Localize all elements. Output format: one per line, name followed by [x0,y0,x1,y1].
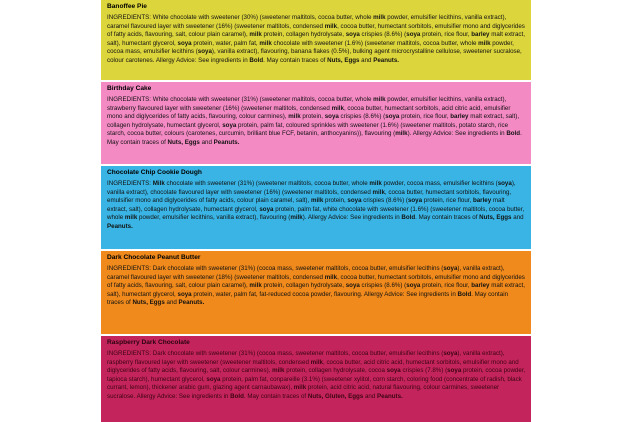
allergen-highlight: milk [324,273,338,281]
allergen-highlight: soya [222,121,237,129]
allergen-highlight: Bold [457,290,472,298]
allergen-highlight: barley [472,197,492,205]
allergen-highlight: soya [497,180,512,187]
allergen-highlight: Nuts, Eggs [167,138,200,146]
allergen-highlight: Nuts, Eggs [327,56,360,64]
product-section-banoffee-pie [101,0,531,80]
allergen-highlight: milk [324,22,338,30]
product-title: Banoffee Pie [107,3,147,10]
product-section-birthday-cake [101,82,531,164]
allergen-highlight: milk [249,282,262,290]
allergen-highlight: Nuts, Gluten, Eggs [307,392,364,400]
ingredients-text: INGREDIENTS: Dark chocolate with sweetener (31%) (cocoa mass, sweetener maltitols, cocoa butter, emulsifier lecithins (soya), vanilla extract), raspberry flavoured layer with sweetener (sweetener maltitols, condensed milk, cocoa butter, acid citric acid, humectant sorbitols, emulsifier mono and diglycerides of fatty acids, flavouring, salt, colour carmines), milk protein, collagen hydrolysate, cocoa soya crispies (7.8%) (soya protein, cocoa powder, tapioca starch), humectant glycerol, soya protein, palm fat, conpareille (3.1%) (sweetener xylitol, corn starch, coloring food (concentrate of radish, black currant, lemon), thickener arabic gum, glazing agent carnaubawax), milk protein, acid citric acid, natural flavouring, colour carmines, sweetener sucralose. Allergy Advice: See ingredients in Bold. May contain traces of Nuts, Gluten, Eggs and Peanuts. [107,350,526,400]
allergen-highlight: soya [443,350,458,357]
ingredients-text: INGREDIENTS: Dark chocolate with sweetener (31%) (cocoa mass, sweetener maltitols, cocoa butter, emulsifier lecithins (soya), vanilla extract), caramel flavoured layer with sweetener (18%) (sweetener maltitols, condensed milk, cocoa butter, humectant sorbitols, emulsifier mono and diglycerides of fatty acids, flavouring, salt, colour plain caramel), milk protein, collagen hydrolysate, soya crispies (8.6%) (soya protein, rice flour, barley malt extract, salt), humectant glycerol, soya protein, water, palm fat, fat-reduced cocoa powder, flavouring. Allergy Advice: See ingredients in Bold. May contain traces of Nuts, Eggs and Peanuts. [107,265,525,307]
allergen-highlight: milk [373,96,386,103]
allergen-highlight: Milk [152,180,165,187]
product-section-dark-chocolate-peanut-butter [101,251,531,334]
allergen-highlight: milk [331,104,344,112]
allergen-highlight: milk [395,130,408,138]
allergen-highlight: soya [345,282,360,290]
ingredients-sheet [101,0,531,422]
ingredients-text: INGREDIENTS: White chocolate with sweetener (30%) (sweetener maltitols, cocoa butter, whole milk powder, emulsifier lecithins, vanilla extract), caramel flavoured layer with sweetener (16%) (sweetener maltitols, condensed milk, cocoa butter, humectant sorbitols, emulsifier mono and diglycerides of fatty acids, flavouring, salt, colour plain caramel), milk protein, collagen hydrolysate, soya crispies (8.6%) (soya protein, rice flour, barley malt extract, salt), humectant glycerol, soya protein, water, palm fat, milk chocolate with sweetener (1.6%) (sweetener maltitols, cocoa butter, whole milk powder, cocoa mass, emulsifier lecithins (soya), vanilla extract), flavouring, banana flakes (0.5%), bulking agent microcrystalline cellulose, sweetener sucralose, colour carotenes. Allergy Advice: See ingredients in Bold. May contain traces of Nuts, Eggs and Peanuts. [107,14,525,64]
ingredients-text: INGREDIENTS: White chocolate with sweetener (31%) (sweetener maltitols, cocoa butter, whole milk powder, emulsifier lecithins, vanilla extract), strawberry flavoured layer with sweetener (16%) (sweetener maltitols, condensed milk, cocoa butter, humectant sorbitols, acid citric acid, emulsifier mono and diglycerides of fatty acids, flavouring, colour carmines), milk protein, soya crispies (8.6%) (soya protein, rice flour, barley malt extract, salt), collagen hydrolysate, humectant glycerol, soya protein, palm fat, coloured sprinkles with sweetener (1.6%) (sweetener maltitols, potato starch, rice starch, cocoa butter, colours (carotenes, curcumin, brilliant blue FCF, betanin, anthocyanins)), flavouring (milk). Allergy Advice: See ingredients in Bold. May contain traces of Nuts, Eggs and Peanuts. [107,96,522,146]
product-section-raspberry-dark-chocolate [101,336,531,422]
allergen-highlight: milk [373,14,386,21]
allergen-highlight: Nuts, Eggs [132,299,165,307]
allergen-highlight: soya [443,265,458,272]
allergen-highlight: soya [406,31,421,39]
allergen-highlight: barley [450,113,469,121]
product-section-cookie-dough [101,166,531,249]
allergen-highlight: milk [310,197,324,205]
allergen-highlight: milk [478,39,491,47]
allergen-highlight: Bold [401,214,416,222]
allergen-highlight: milk [293,384,307,392]
product-title: Birthday Cake [107,85,152,92]
allergen-highlight: soya [177,290,192,298]
allergen-highlight: soya [407,197,423,205]
product-title: Dark Chocolate Peanut Butter [107,254,201,261]
allergen-highlight: Nuts, Eggs [479,214,512,222]
allergen-highlight: soya [385,113,400,121]
allergen-highlight: milk [288,113,301,121]
allergen-highlight: Peanuts. [107,222,133,230]
allergen-highlight: Bold [230,392,244,400]
allergen-highlight: milk [259,39,272,47]
allergen-highlight: barley [471,282,490,290]
allergen-highlight: soya [386,367,401,375]
allergen-highlight: milk [369,180,382,187]
allergen-highlight: soya [206,375,221,383]
product-title: Chocolate Chip Cookie Dough [107,169,202,176]
allergen-highlight: soya [324,113,339,121]
allergen-highlight: milk [372,188,385,196]
product-title: Raspberry Dark Chocolate [107,339,190,346]
allergen-highlight: soya [259,205,274,213]
allergen-highlight: Peanuts. [178,299,205,307]
allergen-highlight: soya [406,282,421,290]
allergen-highlight: milk [310,358,323,366]
allergen-highlight: soya [447,367,462,375]
allergen-highlight: soya [177,39,192,47]
allergen-highlight: Bold [506,130,521,138]
allergen-highlight: milk [124,214,138,222]
allergen-highlight: Peanuts. [376,392,403,400]
allergen-highlight: soya [345,31,360,39]
allergen-highlight: milk [290,214,303,222]
allergen-highlight: Bold [249,56,264,64]
allergen-highlight: soya [347,197,362,205]
allergen-highlight: Peanuts. [213,138,240,146]
ingredients-text: INGREDIENTS: Milk chocolate with sweetener (31%) (sweetener maltitols, cocoa butter, whole milk powder, cocoa mass, emulsifier lecithins (soya), vanilla extract), chocolate flavoured layer with sweetener (16%) (sweetener maltitols, condensed milk, cocoa butter, humectant sorbitols, flavouring, emulsifier mono and diglycerides of fatty acids, colour plain caramel, salt), milk protein, soya crispies (8.6%) (soya protein, rice flour, barley malt extract, salt), collagen hydrolysate, humectant glycerol, soya protein, palm fat, white chocolate with sweetener (1.6%) (sweetener maltitols, cocoa butter, whole milk powder, emulsifier lecithins, vanilla extract), flavouring (milk). Allergy Advice: See ingredients in Bold. May contain traces of Nuts, Eggs and Peanuts. [107,180,525,230]
allergen-highlight: barley [471,31,490,39]
allergen-highlight: Peanuts. [373,56,400,64]
allergen-highlight: milk [272,367,285,375]
allergen-highlight: milk [249,31,262,39]
allergen-highlight: soya [197,48,212,56]
